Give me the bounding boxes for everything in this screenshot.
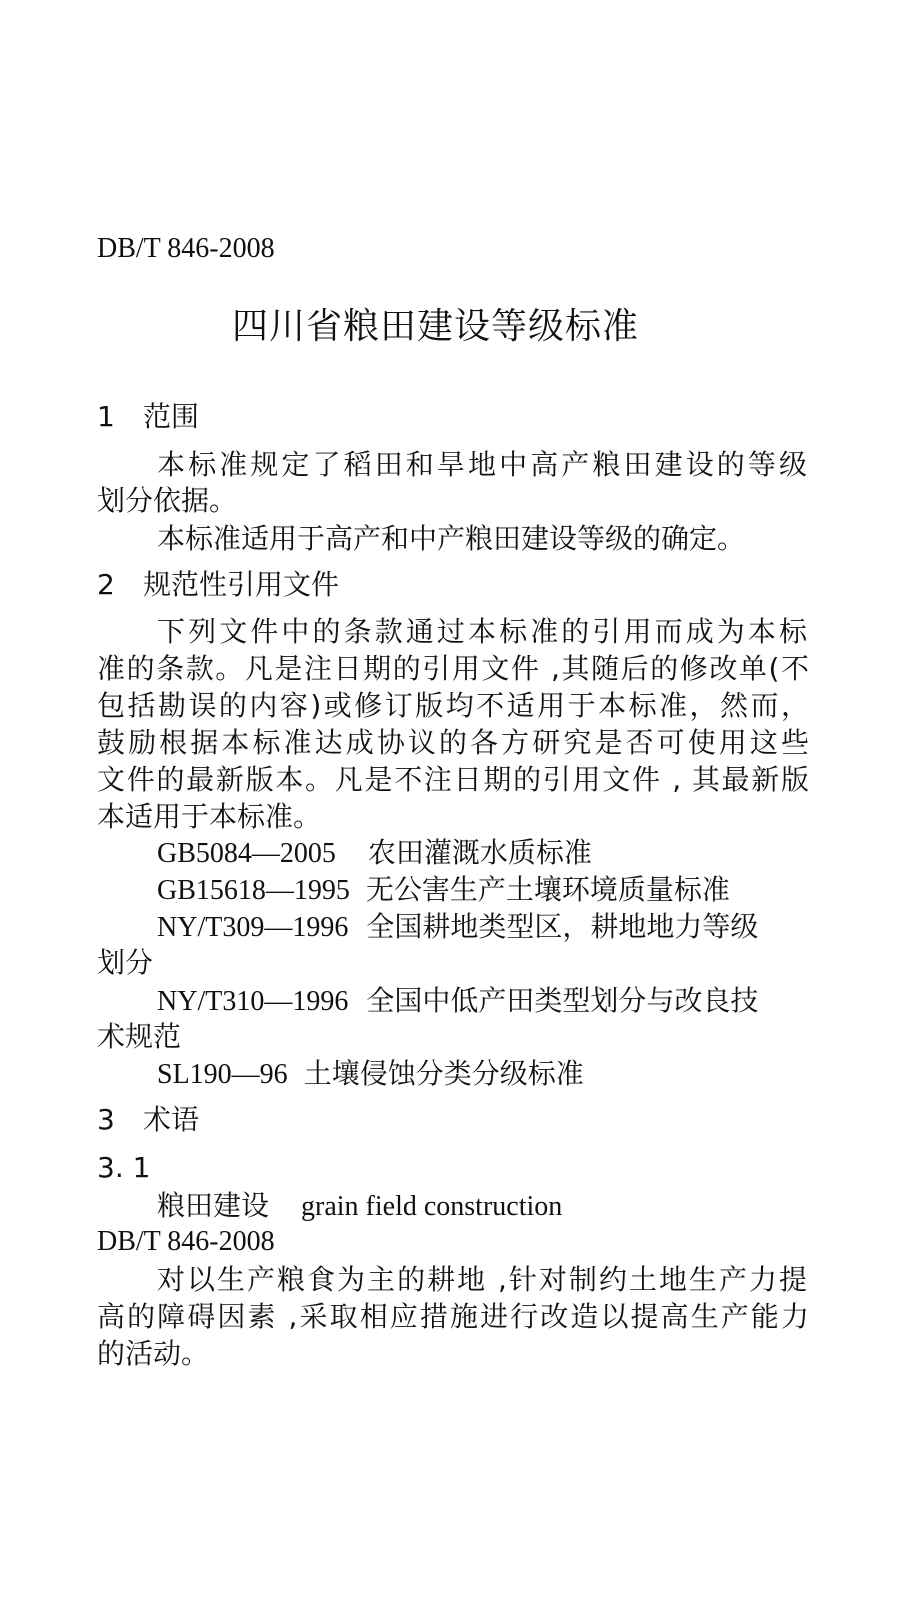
paragraph-line: 包括勘误的内容)或修订版均不适用于本标准，然而， [97, 689, 809, 722]
paragraph-line: 准的条款。凡是注日期的引用文件 ,其随后的修改单(不 [97, 652, 809, 685]
paragraph-line: 下列文件中的条款通过本标准的引用而成为本标 [157, 615, 807, 648]
reference-code: GB15618—1995 [157, 875, 350, 906]
reference-item [157, 835, 592, 872]
reference-code: GB5084—2005 [157, 838, 336, 869]
section-title: 规范性引用文件 [143, 568, 340, 601]
reference-title: 土壤侵蚀分类分级标准 [303, 1057, 584, 1090]
term-chinese: 粮田建设 [157, 1189, 270, 1222]
reference-item [157, 983, 758, 1020]
section-1-heading [97, 399, 199, 435]
paragraph-line: 高的障碍因素 ,采取相应措施进行改造以提高生产能力 [97, 1300, 809, 1333]
paragraph-line: 对以生产粮食为主的耕地 ,针对制约土地生产力提 [157, 1263, 807, 1296]
section-3-heading [97, 1102, 199, 1138]
section-number: 1 [97, 400, 115, 433]
section-2-heading [97, 567, 339, 603]
reference-continuation: 划分 [97, 946, 154, 979]
term-english: grain field construction [301, 1191, 563, 1222]
paragraph-line: 本标准适用于高产和中产粮田建设等级的确定。 [157, 522, 746, 555]
reference-code: NY/T310—1996 [157, 986, 349, 1017]
reference-item [157, 1056, 584, 1093]
paragraph-line: 文件的最新版本。凡是不注日期的引用文件 , 其最新版 [97, 763, 809, 796]
paragraph-line: 本标准规定了稻田和旱地中高产粮田建设的等级 [157, 448, 807, 481]
reference-code: SL190—96 [157, 1059, 288, 1090]
paragraph-line: 鼓励根据本标准达成协议的各方研究是否可使用这些 [97, 726, 809, 759]
reference-title: 无公害生产土壤环境质量标准 [365, 873, 730, 906]
section-title: 术语 [143, 1103, 200, 1136]
paragraph-line: 本适用于本标准。 [97, 800, 322, 833]
reference-title: 全国耕地类型区，耕地地力等级 [366, 910, 759, 943]
standard-code-running: DB/T 846-2008 [97, 1226, 275, 1257]
term-line [157, 1188, 562, 1225]
subsection-number: 3. 1 [97, 1151, 151, 1184]
reference-title: 农田灌溉水质标准 [367, 836, 592, 869]
paragraph-line: 的活动。 [97, 1337, 210, 1370]
reference-continuation: 术规范 [97, 1020, 182, 1053]
reference-code: NY/T309—1996 [157, 912, 349, 943]
reference-item [157, 909, 758, 946]
reference-title: 全国中低产田类型划分与改良技 [366, 984, 759, 1017]
document-title: 四川省粮田建设等级标准 [232, 306, 640, 347]
reference-item [157, 872, 730, 909]
section-number: 3 [97, 1103, 115, 1136]
section-number: 2 [97, 568, 115, 601]
section-title: 范围 [143, 400, 200, 433]
paragraph-line: 划分依据。 [97, 484, 238, 517]
standard-code-header: DB/T 846-2008 [97, 233, 275, 264]
